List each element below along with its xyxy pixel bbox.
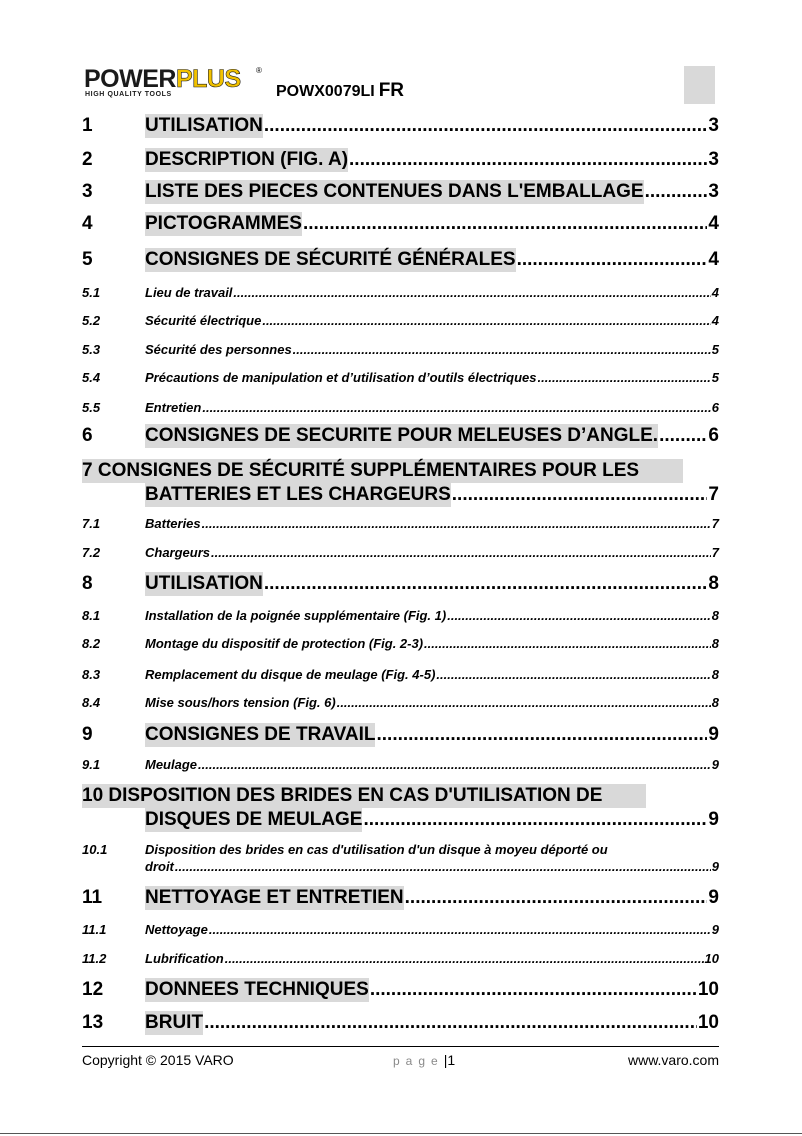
- footer-page-number: 1: [447, 1052, 456, 1068]
- toc-page: 3: [708, 115, 719, 136]
- toc-entry-6[interactable]: [82, 424, 719, 448]
- footer-website[interactable]: www.varo.com: [627, 1052, 719, 1068]
- toc-leader: [202, 399, 710, 416]
- toc-entry-13[interactable]: [82, 1011, 719, 1035]
- toc-page: 5: [711, 370, 719, 385]
- toc-title: DESCRIPTION (FIG. A): [145, 149, 349, 170]
- model-heading: [276, 80, 404, 102]
- toc-entry-11-1[interactable]: [82, 921, 719, 938]
- language-tab-marker: [684, 66, 715, 104]
- toc-page: 10: [704, 951, 719, 966]
- toc-page: 4: [711, 313, 719, 328]
- toc-page: 6: [708, 425, 719, 446]
- toc-entry-7-2[interactable]: [82, 544, 719, 561]
- toc-number: 11.2: [82, 951, 107, 966]
- toc-title: PICTOGRAMMES: [145, 213, 302, 234]
- toc-entry-8-3[interactable]: [82, 666, 719, 683]
- toc-number: 5.3: [82, 342, 101, 357]
- toc-number: 2: [82, 149, 93, 170]
- toc-title: Entretien: [145, 400, 202, 415]
- toc-number: 11.1: [82, 922, 107, 937]
- toc-page: 9: [711, 922, 719, 937]
- page-bottom-edge: [0, 1133, 802, 1134]
- toc-entry-10-1[interactable]: [82, 841, 719, 875]
- toc-title: Meulage: [145, 757, 198, 772]
- toc-page: 3: [708, 149, 719, 170]
- toc-title: Précautions de manipulation et d’utilisation d’outils électriques: [145, 370, 537, 385]
- toc-leader: [337, 694, 711, 711]
- model-number: POWX0079LI: [276, 83, 375, 100]
- logo-tagline: HIGH QUALITY TOOLS: [85, 91, 172, 98]
- toc-leader: [293, 341, 711, 358]
- toc-leader: [204, 1011, 697, 1035]
- toc-number: 8.2: [82, 636, 101, 651]
- toc-leader: [517, 248, 708, 272]
- toc-leader: [376, 723, 707, 747]
- toc-number: 7.2: [82, 545, 101, 560]
- toc-page: 8: [711, 608, 719, 623]
- toc-title: LISTE DES PIECES CONTENUES DANS L'EMBALLAGE: [145, 181, 644, 202]
- toc-leader: [198, 756, 711, 773]
- toc-leader: [452, 483, 708, 507]
- toc-entry-8-2[interactable]: [82, 635, 719, 652]
- toc-title: Lubrification: [145, 951, 224, 966]
- toc-number: 13: [82, 1012, 104, 1033]
- toc-entry-11-2[interactable]: [82, 950, 719, 967]
- footer-separator: |: [443, 1052, 448, 1068]
- logo-plus-text: PLUS: [175, 65, 241, 93]
- toc-entry-5-3[interactable]: [82, 341, 719, 358]
- toc-number: 4: [82, 213, 93, 234]
- toc-number: 5.1: [82, 285, 101, 300]
- toc-leader: [370, 978, 697, 1002]
- toc-title: Lieu de travail: [145, 285, 233, 300]
- toc-leader: [538, 369, 711, 386]
- toc-title-line1: 10 DISPOSITION DES BRIDES EN CAS D'UTILISATION DE: [82, 784, 646, 808]
- toc-title: UTILISATION: [145, 573, 263, 594]
- toc-leader: [659, 424, 707, 448]
- toc-page: 4: [708, 213, 719, 234]
- toc-title-line2: BATTERIES ET LES CHARGEURS: [145, 484, 451, 505]
- toc-number: 5.5: [82, 400, 101, 415]
- toc-entry-5[interactable]: [82, 248, 719, 272]
- toc-leader: [264, 572, 708, 596]
- toc-leader: [424, 635, 711, 652]
- toc-page: 8: [711, 636, 719, 651]
- toc-number: 1: [82, 115, 93, 136]
- footer-page-word: page: [393, 1054, 444, 1068]
- toc-number: 8.1: [82, 608, 101, 623]
- toc-title: CONSIGNES DE SECURITE POUR MELEUSES D’ANGLE.: [145, 425, 659, 446]
- toc-number: 9: [82, 724, 93, 745]
- toc-leader: [405, 886, 708, 910]
- toc-number: 11: [82, 887, 103, 908]
- toc-leader: [645, 180, 708, 204]
- toc-number: 6: [82, 425, 93, 446]
- toc-leader: [209, 921, 711, 938]
- toc-leader: [436, 666, 710, 683]
- toc-entry-5-4[interactable]: [82, 369, 719, 386]
- footer-page-indicator: [393, 1052, 455, 1068]
- toc-entry-8-1[interactable]: [82, 607, 719, 624]
- toc-entry-11[interactable]: [82, 886, 719, 910]
- toc-title-line1: Disposition des brides en cas d'utilisation d'un disque à moyeu déporté ou: [145, 842, 608, 857]
- toc-title: BRUIT: [145, 1012, 204, 1033]
- toc-page: 9: [708, 809, 719, 830]
- toc-page: 6: [711, 400, 719, 415]
- toc-page: 9: [708, 887, 719, 908]
- toc-page: 7: [711, 516, 719, 531]
- toc-page: 3: [708, 181, 719, 202]
- toc-number: 8.4: [82, 695, 101, 710]
- toc-page: 9: [711, 757, 719, 772]
- toc-page: 5: [711, 342, 719, 357]
- toc-number: 8: [82, 573, 93, 594]
- toc-entry-12[interactable]: [82, 978, 719, 1002]
- toc-title-line2: DISQUES DE MEULAGE: [145, 809, 363, 830]
- toc-entry-8-4[interactable]: [82, 694, 719, 711]
- toc-number: 5.4: [82, 370, 101, 385]
- toc-entry-8[interactable]: [82, 572, 719, 596]
- toc-entry-7[interactable]: [82, 459, 719, 507]
- toc-title: Nettoyage: [145, 922, 208, 937]
- toc-leader: [303, 212, 707, 236]
- toc-leader: [262, 312, 710, 329]
- toc-entry-1[interactable]: [82, 114, 719, 138]
- footer-copyright: Copyright © 2015 VARO: [82, 1052, 234, 1068]
- toc-leader: [225, 950, 704, 967]
- footer-divider: [82, 1046, 719, 1047]
- toc-number: 9.1: [82, 757, 101, 772]
- toc-page: 10: [697, 1012, 719, 1033]
- toc-page: 4: [708, 249, 719, 270]
- powerplus-logo: [84, 66, 264, 98]
- toc-leader: [211, 544, 711, 561]
- toc-leader: [349, 148, 707, 172]
- toc-title: UTILISATION: [145, 115, 263, 136]
- toc-title: CONSIGNES DE SÉCURITÉ GÉNÉRALES: [145, 249, 516, 270]
- toc-title-line1: 7 CONSIGNES DE SÉCURITÉ SUPPLÉMENTAIRES POUR LES: [82, 459, 683, 483]
- toc-leader: [363, 808, 707, 832]
- toc-page: 10: [697, 979, 719, 1000]
- toc-leader: [202, 515, 711, 532]
- toc-page: 8: [708, 573, 719, 594]
- toc-page: 8: [711, 667, 719, 682]
- language-code: FR: [378, 80, 405, 101]
- toc-title: DONNEES TECHNIQUES: [145, 979, 369, 1000]
- toc-title-line2: droit: [145, 859, 174, 874]
- toc-leader: [175, 858, 711, 875]
- logo-registered-mark: ®: [256, 66, 262, 75]
- toc-entry-3[interactable]: [82, 180, 719, 204]
- toc-title: Remplacement du disque de meulage (Fig. 4-5): [145, 667, 436, 682]
- toc-title: Mise sous/hors tension (Fig. 6): [145, 695, 336, 710]
- toc-title: NETTOYAGE ET ENTRETIEN: [145, 887, 404, 908]
- toc-entry-9[interactable]: [82, 723, 719, 747]
- toc-leader: [264, 114, 708, 138]
- toc-number: 10.1: [82, 842, 108, 857]
- toc-entry-7-1[interactable]: [82, 515, 719, 532]
- toc-title: Chargeurs: [145, 545, 211, 560]
- toc-number: 3: [82, 181, 93, 202]
- toc-page: 7: [711, 545, 719, 560]
- toc-page: 9: [711, 859, 719, 874]
- toc-number: 7.1: [82, 516, 101, 531]
- toc-title: Sécurité des personnes: [145, 342, 292, 357]
- toc-number: 5.2: [82, 313, 101, 328]
- toc-page: 7: [708, 484, 719, 505]
- logo-power-text: POWER: [84, 65, 176, 93]
- toc-title: Batteries: [145, 516, 201, 531]
- toc-title: CONSIGNES DE TRAVAIL: [145, 724, 376, 745]
- toc-entry-10[interactable]: [82, 784, 719, 832]
- toc-leader: [233, 284, 710, 301]
- toc-entry-5-2[interactable]: [82, 312, 719, 329]
- toc-entry-2[interactable]: [82, 148, 719, 172]
- toc-entry-4[interactable]: [82, 212, 719, 236]
- toc-entry-9-1[interactable]: [82, 756, 719, 773]
- toc-entry-5-1[interactable]: [82, 284, 719, 301]
- toc-entry-5-5[interactable]: [82, 399, 719, 416]
- toc-number: 12: [82, 979, 104, 1000]
- toc-title: Montage du dispositif de protection (Fig. 2-3): [145, 636, 424, 651]
- toc-number: 8.3: [82, 667, 101, 682]
- toc-page: 8: [711, 695, 719, 710]
- toc-page: 9: [708, 724, 719, 745]
- toc-leader: [447, 607, 711, 624]
- toc-number: 5: [82, 249, 93, 270]
- toc-title: Installation de la poignée supplémentaire (Fig. 1): [145, 608, 447, 623]
- toc-title: Sécurité électrique: [145, 313, 262, 328]
- toc-page: 4: [711, 285, 719, 300]
